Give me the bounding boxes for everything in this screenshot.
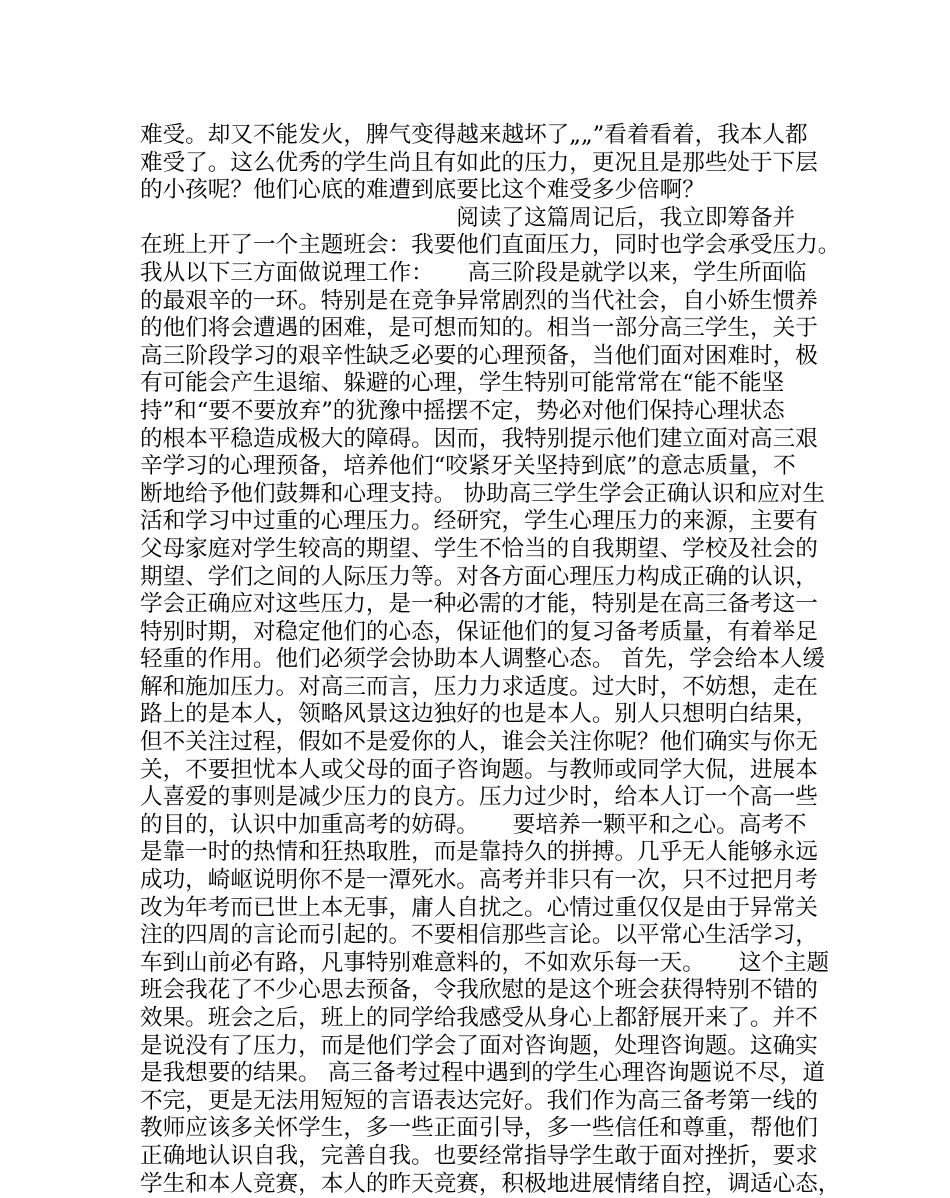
text-line: 关，不要担忧本人或父母的面子咨询题。与教师或同学大侃，进展本 xyxy=(140,756,818,783)
text-line: 持”和“要不要放弃”的犹豫中摇摆不定，势必对他们保持心理状态 xyxy=(140,397,785,424)
text-line: 活和学习中过重的心理压力。经研究，学生心理压力的来源，主要有 xyxy=(140,508,818,535)
text-line: 父母家庭对学生较高的期望、学生不恰当的自我期望、学校及社会的 xyxy=(140,535,818,562)
text-line: 不完，更是无法用短短的言语表达完好。我们作为高三备考第一线的 xyxy=(140,1087,818,1114)
text-line: 是我想要的结果。 高三备考过程中遇到的学生心理咨询题说不尽，道 xyxy=(140,1060,825,1087)
text-line: 的根本平稳造成极大的障碍。因而，我特别提示他们建立面对高三艰 xyxy=(140,425,818,452)
text-line: 在班上开了一个主题班会：我要他们直面压力，同时也学会承受压力。 xyxy=(140,232,841,259)
text-line: 难受了。这么优秀的学生尚且有如此的压力，更况且是那些处于下层 xyxy=(140,149,818,176)
text-line: 学会正确应对这些压力，是一种必需的才能，特别是在高三备考这一 xyxy=(140,591,818,618)
text-line: 路上的是本人，领略风景这边独好的也是本人。别人只想明白结果， xyxy=(140,701,818,728)
text-line: 教师应该多关怀学生，多一些正面引导，多一些信任和尊重，帮他们 xyxy=(140,1115,818,1142)
text-line: 但不关注过程，假如不是爱你的人，谁会关注你呢？他们确实与你无 xyxy=(140,729,818,756)
text-line: 的最艰辛的一环。特别是在竞争异常剧烈的当代社会，自小娇生惯养 xyxy=(140,287,818,314)
text-line: 阅读了这篇周记后，我立即筹备并 xyxy=(140,204,796,231)
text-line: 高三阶段学习的艰辛性缺乏必要的心理预备，当他们面对困难时，极 xyxy=(140,342,818,369)
text-line: 辛学习的心理预备，培养他们“咬紧牙关坚持到底”的意志质量，不 xyxy=(140,453,796,480)
text-line: 的他们将会遭遇的困难，是可想而知的。相当一部分高三学生，关于 xyxy=(140,315,818,342)
text-line: 有可能会产生退缩、躲避的心理，学生特别可能常常在“能不能坚 xyxy=(140,370,785,397)
text-line: 班会我花了不少心思去预备，令我欣慰的是这个班会获得特别不错的 xyxy=(140,977,818,1004)
text-line: 我从以下三方面做说理工作： 高三阶段是就学以来，学生所面临 xyxy=(140,259,807,286)
text-line: 成功，崎岖说明你不是一潭死水。高考并非只有一次，只不过把月考 xyxy=(140,867,818,894)
text-line: 的目的，认识中加重高考的妨碍。 要培养一颗平和之心。高考不 xyxy=(140,811,807,838)
text-line: 正确地认识自我，完善自我。也要经常指导学生敢于面对挫折，要求 xyxy=(140,1142,818,1169)
text-line: 轻重的作用。他们必须学会协助本人调整心态。 首先，学会给本人缓 xyxy=(140,646,825,673)
text-line: 难受。却又不能发火，脾气变得越来越坏了„„”看着看着，我本人都 xyxy=(140,122,808,148)
text-line: 的小孩呢？他们心底的难遭到底要比这个难受多少倍啊？ xyxy=(140,177,705,204)
text-line: 断地给予他们鼓舞和心理支持。 协助高三学生学会正确认识和应对生 xyxy=(140,480,825,507)
text-line: 是靠一时的热情和狂热取胜，而是靠持久的拼搏。几乎无人能够永远 xyxy=(140,839,818,866)
text-line: 车到山前必有路，凡事特别难意料的，不如欢乐每一天。 这个主题 xyxy=(140,949,830,976)
text-line: 解和施加压力。对高三而言，压力力求适度。过大时，不妨想，走在 xyxy=(140,673,818,700)
text-line: 学生和本人竞赛，本人的昨天竞赛，积极地进展情绪自控，调适心态， xyxy=(140,1170,841,1197)
text-line: 改为年考而已世上本无事，庸人自扰之。心情过重仅仅是由于异常关 xyxy=(140,894,818,921)
text-line: 是说没有了压力，而是他们学会了面对咨询题，处理咨询题。这确实 xyxy=(140,1032,818,1059)
text-line: 期望、学们之间的人际压力等。对各方面心理压力构成正确的认识， xyxy=(140,563,818,590)
text-line: 效果。班会之后，班上的同学给我感受从身心上都舒展开来了。并不 xyxy=(140,1005,818,1031)
text-line: 特别时期，对稳定他们的心态，保证他们的复习备考质量，有着举足 xyxy=(140,618,818,645)
text-line: 人喜爱的事则是减少压力的良方。压力过少时，给本人订一个高一些 xyxy=(140,784,818,811)
body-text xyxy=(140,122,841,1198)
text-line: 注的四周的言论而引起的。不要相信那些言论。以平常心生活学习， xyxy=(140,922,818,949)
